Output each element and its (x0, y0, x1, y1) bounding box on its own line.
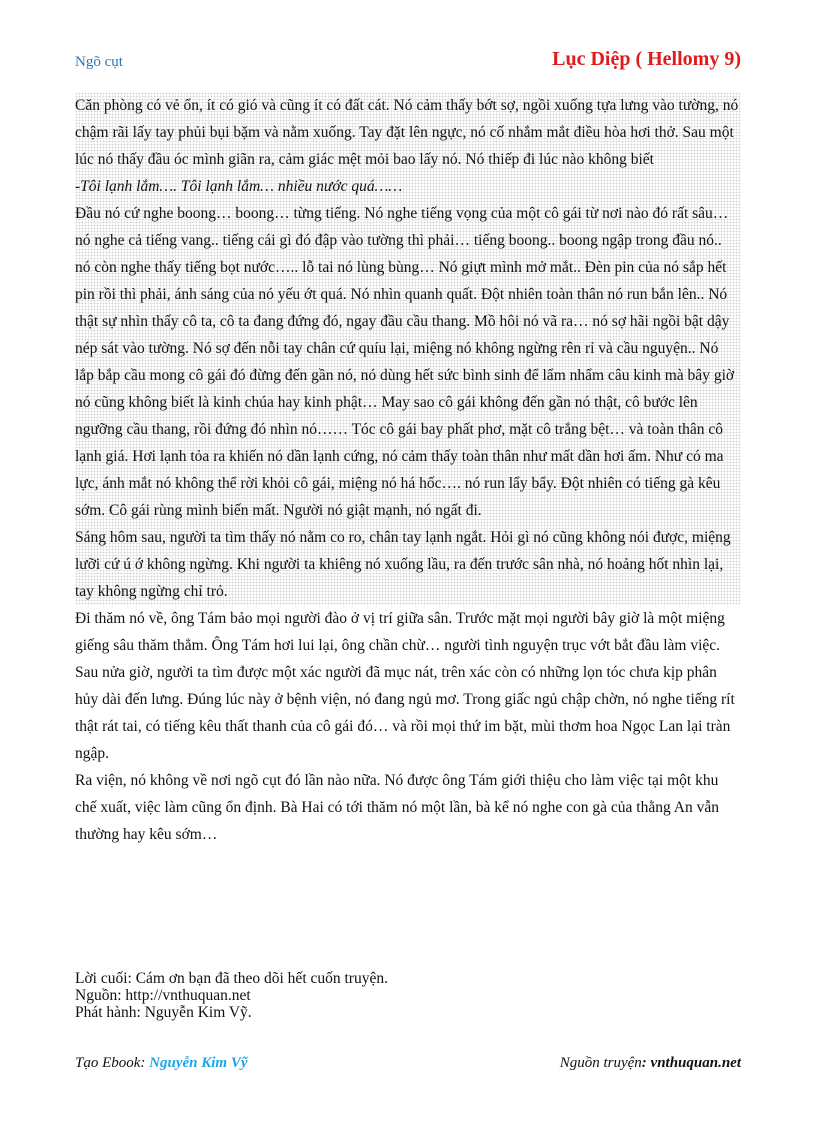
story-body (75, 92, 741, 848)
author-name: Lục Diệp ( Hellomy 9) (552, 48, 741, 70)
ebook-separator: : (140, 1055, 150, 1071)
story-paragraph: Đi thăm nó về, ông Tám bảo mọi người đào ở vị trí giữa sân. Trước mặt mọi người bây giờ là một miệng giếng sâu thăm thẳm. Ông Tám hơi lui lại, ông chần chừ… người tình nguyện trục vớt bắt đầu làm việc. Sau nửa giờ, người ta tìm được một xác người đã mục nát, trên xác còn có những lọn tóc chưa kịp phân hủy dài đến lưng. Đúng lúc này ở bệnh viện, nó đang ngủ mơ. Trong giấc ngủ chập chờn, nó nghe tiếng rít thật rát tai, có tiếng kêu thất thanh của cô gái đó… và rồi mọi thứ im bặt, mùi thơm hoa Ngọc Lan lại tràn ngập. (75, 610, 735, 762)
source-site: vnthuquan.net (650, 1055, 741, 1071)
closing-publisher: Phát hành: Nguyễn Kim Vỹ. (75, 1004, 252, 1021)
source-label: Nguồn truyện (559, 1055, 642, 1071)
story-paragraph: Căn phòng có vẻ ổn, ít có gió và cũng ít có đất cát. Nó cảm thấy bớt sợ, ngồi xuống tựa lưng vào tường, nó chậm rãi lấy tay phủi bụi bặm và nằm xuống. Tay đặt lên ngực, nó cố nhắm mắt điều hòa hơi thở. Sau một lúc nó thấy đầu óc mình giãn ra, cảm giác mệt mỏi bao lấy nó. Nó thiếp đi lúc nào không biết (75, 92, 741, 173)
source-credit (560, 1055, 741, 1072)
story-paragraph: Sáng hôm sau, người ta tìm thấy nó nằm co ro, chân tay lạnh ngắt. Hỏi gì nó cũng không nói được, miệng lưỡi cứ ú ớ không ngừng. Khi người ta khiêng nó xuống lầu, ra đến trước sân nhà, nó hoảng hốt nhìn lại, tay không ngừng chỉ trỏ. (75, 524, 741, 605)
source-separator: : (641, 1055, 651, 1071)
closing-notes (75, 970, 741, 1021)
ebook-label: Tạo Ebook (75, 1055, 141, 1071)
story-paragraph: Ra viện, nó không về nơi ngõ cụt đó lần nào nữa. Nó được ông Tám giới thiệu cho làm việc tại một khu chế xuất, việc làm cũng ổn định. Bà Hai có tới thăm nó một lần, bà kể nó nghe con gà của thằng An vẫn thường hay kêu sớm… (75, 772, 719, 843)
page-header (75, 48, 741, 80)
ebook-creator: Nguyễn Kim Vỹ (149, 1055, 248, 1071)
chapter-title: Ngõ cụt (75, 54, 123, 70)
closing-source: Nguồn: http://vnthuquan.net (75, 987, 251, 1004)
closing-thanks: Lời cuối: Cám ơn bạn đã theo dõi hết cuốn truyện. (75, 970, 388, 987)
story-paragraph: Đầu nó cứ nghe boong… boong… từng tiếng. Nó nghe tiếng vọng của một cô gái từ nơi nào đó rất sâu… nó nghe cả tiếng vang.. tiếng cái gì đó đập vào tường thì phải… tiếng boong.. boong ngập trong đầu nó.. nó còn nghe thấy tiếng bọt nước….. lỗ tai nó lùng bùng… Nó giựt mình mở mắt.. Đèn pin của nó sắp hết pin rồi thì phải, ánh sáng của nó yếu ớt quá. Nó nhìn quanh quất. Đột nhiên toàn thân nó run bắn lên.. Nó thật sự nhìn thấy cô ta, cô ta đang đứng đó, ngay đầu cầu thang. Mồ hôi nó vã ra… nó sợ hãi ngồi bật dậy nép sát vào tường. Nó sợ đến nỗi tay chân cứ quíu lại, miệng nó không ngừng rên rỉ và cầu nguyện.. Nó lắp bắp cầu mong cô gái đó đừng đến gần nó, nó dùng hết sức bình sinh để lẩm nhẩm câu kinh mà bây giờ nó cũng không biết là kinh chúa hay kinh phật… May sao cô gái không đến gần nó thật, cô bước lên ngưỡng cầu thang, rồi đứng đó nhìn nó…… Tóc cô gái bay phất phơ, mặt cô trắng bệt… và toàn thân cô lạnh giá. Hơi lạnh tỏa ra khiến nó dần lạnh cứng, nó cảm thấy toàn thân như mất dần hơi ấm. Như có ma lực, ánh mắt nó không thể rời khỏi cô gái, miệng nó há hốc…. nó run lẩy bẩy. Đột nhiên có tiếng gà kêu sớm. Cô gái rùng mình biến mất. Người nó giật mạnh, nó ngất đi. (75, 200, 741, 524)
story-dialogue: -Tôi lạnh lắm…. Tôi lạnh lắm… nhiều nước quá…… (75, 173, 741, 200)
page-footer (75, 1055, 741, 1077)
ebook-credit (75, 1055, 248, 1072)
